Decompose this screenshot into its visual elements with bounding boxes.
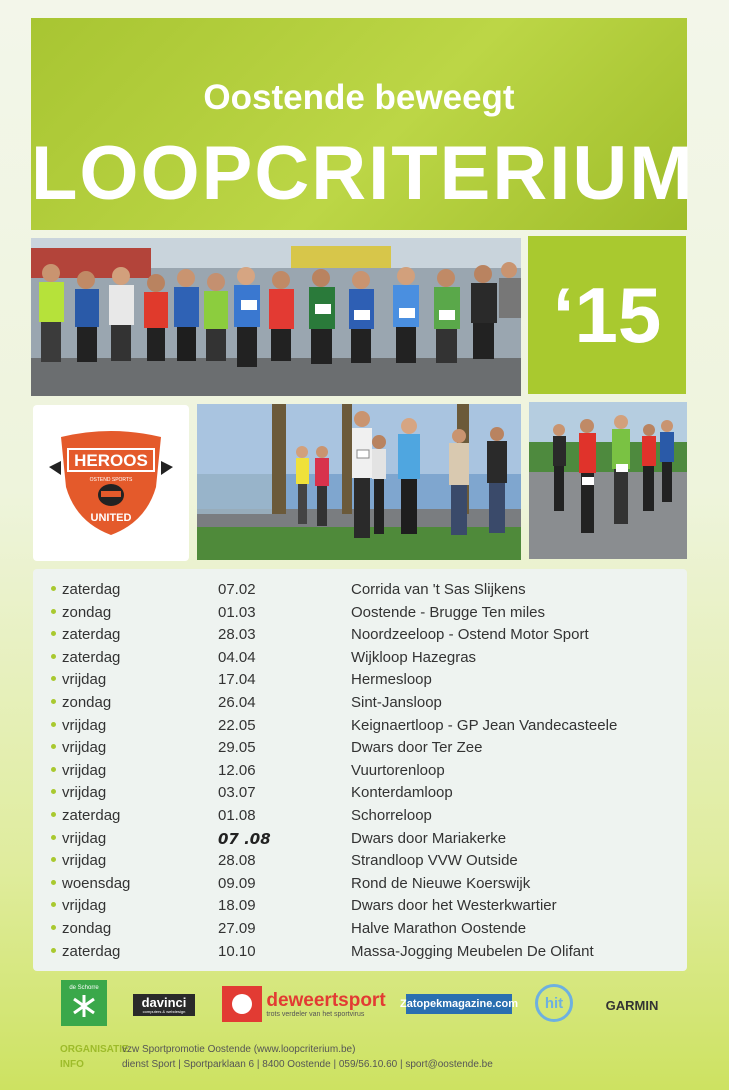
bullet-icon [51,880,56,885]
schedule-date: 01.03 [218,603,256,621]
schedule-race-name: Strandloop VVW Outside [351,852,518,870]
schedule-row [33,760,687,782]
heroos-logo-box [33,405,189,561]
schedule-row [33,715,687,737]
schedule-row [33,941,687,963]
schedule-date: 07 .08 [218,829,271,848]
schedule-date: 22.05 [218,716,256,734]
schedule-race-name: Sint-Jansloop [351,694,442,711]
schedule-race-name: Hermesloop [351,671,432,689]
schedule-day: vrijdag [62,761,107,779]
schedule-race-name: Rond de Nieuwe Koerswijk [351,874,531,892]
header-title: LOOPCRITERIUM [31,131,695,216]
bullet-icon [51,835,56,840]
schedule-date: 28.08 [218,852,256,870]
schedule-race-name: Konterdamloop [351,784,453,802]
sponsor-schorre-logo [61,980,107,1026]
schedule-race-name: Dwars door het Westerkwartier [351,897,557,915]
schedule-date: 09.09 [218,874,256,892]
schedule-row [33,692,687,714]
schedule-row [33,602,687,624]
windmill-icon [69,991,99,1021]
schedule-race-name: Keignaertloop - GP Jean Vandecasteele [351,716,618,734]
bullet-icon [51,744,56,749]
schedule-day: zaterdag [62,807,121,824]
schedule-day: zondag [62,603,112,621]
schedule-date: 26.04 [218,694,256,711]
schedule-day: vrijdag [62,829,107,847]
schedule-row [33,782,687,804]
schedule-day: zaterdag [62,581,121,598]
schedule-day: vrijdag [62,671,107,689]
bullet-icon [51,789,56,794]
sponsor-davinci-logo [133,994,195,1016]
schedule-race-name: Corrida van 't Sas Slijkens [351,581,526,598]
bullet-icon [51,767,56,772]
schedule-date: 17.04 [218,671,256,689]
schedule-row [33,647,687,669]
bullet-icon [51,948,56,953]
schedule-row [33,850,687,872]
logo-text-bottom: UNITED [90,512,132,524]
schedule-date: 12.06 [218,761,256,779]
schedule-day: zaterdag [62,942,121,960]
bullet-icon [51,586,56,591]
schedule-race-name: Wijkloop Hazegras [351,648,477,666]
schedule-date: 29.05 [218,739,256,757]
bullet-icon [51,812,56,817]
schedule-date: 10.10 [218,942,256,960]
schedule-date: 18.09 [218,897,256,915]
schedule-day: vrijdag [62,716,107,734]
schedule-day: zondag [62,920,112,937]
bullet-icon [51,654,56,659]
organisation-text: vzw Sportpromotie Oostende (www.loopcriterium.be) [122,1044,356,1055]
schedule-date: 03.07 [218,784,256,802]
schedule-race-name: Schorreloop [351,807,432,824]
schedule-row [33,873,687,895]
schedule-row [33,918,687,940]
sponsor-davinci-text: davinci [141,995,187,1010]
bullet-icon [51,857,56,862]
organisation-info [60,1042,493,1072]
schedule-day: zaterdag [62,626,121,644]
schedule-row [33,669,687,691]
schedule-date: 04.04 [218,648,256,666]
deweert-icon [222,986,262,1022]
schedule-row [33,624,687,646]
schedule-row [33,828,687,850]
info-text: dienst Sport | Sportparklaan 6 | 8400 Oostende | 059/56.10.60 | sport@oostende.be [122,1059,493,1070]
sponsor-garmin-logo: GARMIN [605,997,659,1013]
schedule-row [33,805,687,827]
logo-text-mid: OSTEND SPORTS [89,477,133,483]
info-label: INFO [60,1059,84,1070]
schedule-row [33,579,687,601]
schedule-date: 07.02 [218,581,256,598]
header-banner [31,18,695,230]
sponsor-zatopek-logo: Zatopekmagazine.com [406,994,512,1014]
schedule-race-name: Vuurtorenloop [351,761,445,779]
schedule-race-name: Dwars door Ter Zee [351,739,483,757]
schedule-day: zaterdag [62,648,121,666]
schedule-date: 27.09 [218,920,256,937]
schedule-day: zondag [62,694,112,711]
heroos-shield-logo [46,427,176,539]
schedule-race-name: Dwars door Mariakerke [351,829,507,847]
schedule-race-name: Oostende - Brugge Ten miles [351,603,545,621]
schedule-race-name: Noordzeeloop - Ostend Motor Sport [351,626,589,644]
sponsor-deweert-logo [220,986,388,1022]
organisation-label: ORGANISATIE [60,1044,129,1055]
schedule-day: woensdag [62,874,131,892]
bullet-icon [51,699,56,704]
header-subtitle: Oostende beweegt [203,78,515,117]
schedule-row [33,895,687,917]
sponsor-davinci-sub: computers & webdesign [142,1009,186,1014]
schedule-day: vrijdag [62,852,107,870]
sponsor-logos [33,980,687,1036]
schedule-row [33,737,687,759]
bullet-icon [51,609,56,614]
schedule-day: vrijdag [62,897,107,915]
photo-race-start [31,238,521,396]
sponsor-hit-logo: hit [535,984,573,1022]
bullet-icon [51,722,56,727]
photo-runners-path [529,402,687,559]
schedule-race-name: Massa-Jogging Meubelen De Olifant [351,942,594,960]
schedule-day: vrijdag [62,784,107,802]
photo-runners-road [197,404,521,560]
sponsor-schorre-text: de Schorre [69,985,99,991]
schedule-date: 28.03 [218,626,256,644]
schedule-date: 01.08 [218,807,256,824]
schedule-race-name: Halve Marathon Oostende [351,920,527,937]
race-schedule [33,569,687,971]
schedule-day: vrijdag [62,739,107,757]
year-badge: ‘15 [528,236,686,394]
bullet-icon [51,925,56,930]
bullet-icon [51,631,56,636]
bullet-icon [51,676,56,681]
bullet-icon [51,902,56,907]
sponsor-deweert-text: deweertsport [266,989,386,1011]
sponsor-deweert-sub: trots verdeler van het sportvirus [266,1010,365,1018]
logo-text-top: HEROOS [74,451,148,470]
